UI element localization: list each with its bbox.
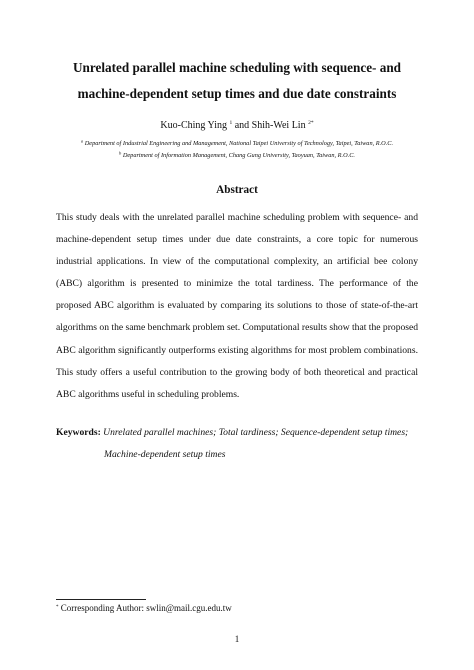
affiliation-a-text: Department of Industrial Engineering and Management, National Taipei University of Technology, Taipei, Taiwan, R.O.C. [84,140,394,147]
keywords-line-1 [56,422,418,444]
abstract-heading: Abstract [216,184,258,196]
keywords-block [56,422,418,466]
abstract-line: ABC algorithms useful in scheduling problems. [56,388,240,400]
abstract-line: ABC algorithm significantly outperforms existing algorithms for most problem combinations. [56,344,418,356]
affiliation-b-mark: b [119,150,122,156]
author-list [40,119,434,133]
footnote [56,602,418,614]
author-joiner: and [232,120,252,131]
affiliation-b [40,151,434,160]
keywords-text-1: Unrelated parallel machines; Total tardiness; Sequence-dependent setup times; [103,427,409,438]
abstract-line: This study offers a useful contribution to the growing body of both theoretical and practical [56,366,418,378]
author-name-1: Kuo-Ching Ying [160,120,227,131]
affiliation-b-text: Department of Information Management, Chang Gung University, Taoyuan, Taiwan, R.O.C. [122,152,355,159]
author-2-superscript: 2* [308,120,314,126]
abstract-line: algorithms on the same benchmark problem set. Computational results show that the proposed [56,322,419,334]
page-number: 1 [234,634,240,644]
author-1-superscript: 1 [229,120,233,126]
abstract-line: (ABC) algorithm is presented to minimize the total tardiness. The performance of the [56,278,418,290]
abstract-body [56,207,418,406]
abstract-line: proposed ABC algorithm is evaluated by comparing its solutions to those of state-of-the-art [56,300,418,312]
paper-title-line-2: machine-dependent setup times and due date constraints [77,86,397,101]
paper-title-line-1: Unrelated parallel machine scheduling with sequence- and [73,60,401,75]
abstract-line: industrial applications. In view of the computational complexity, an artificial bee colony [56,256,418,268]
affiliation-a-mark: a [80,138,84,144]
author-name-2: Shih-Wei Lin [251,120,306,131]
abstract-line: This study deals with the unrelated parallel machine scheduling problem with sequence- and [56,212,418,223]
affiliation-a [40,139,434,148]
keywords-text-2: Machine-dependent setup times [104,449,226,460]
keywords-label: Keywords: [56,427,101,438]
footnote-text: Corresponding Author: swlin@mail.cgu.edu.tw [58,603,232,613]
footnote-mark: * [56,605,59,610]
abstract-line: machine-dependent setup times under due date constraints, a core topic for numerous [56,234,418,246]
paper-title [40,55,434,107]
footnote-divider [56,599,146,600]
